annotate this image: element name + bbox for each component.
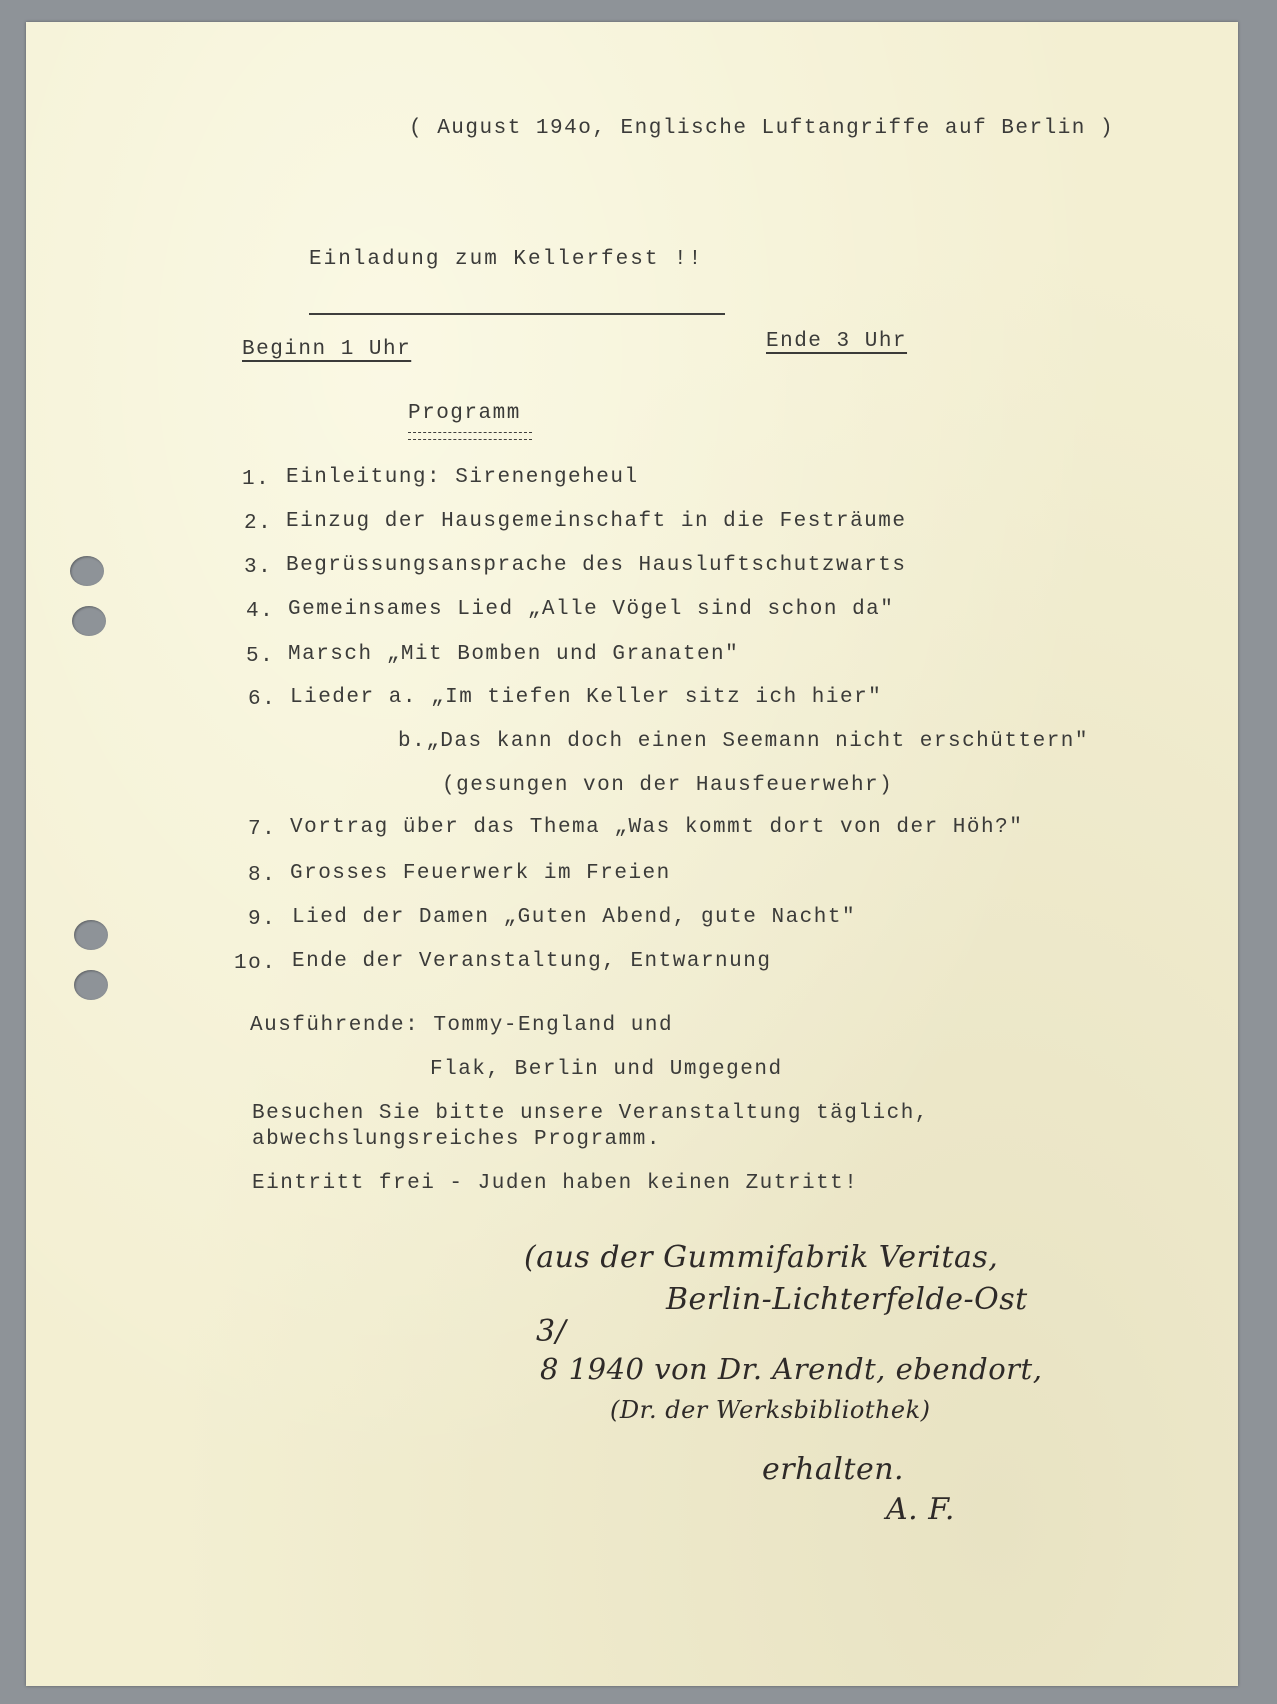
handwritten-line3-prefix: 3/ bbox=[536, 1314, 567, 1349]
list-item-text: b.„Das kann doch einen Seemann nicht erschüttern" bbox=[398, 730, 1090, 753]
title-underline bbox=[309, 313, 725, 315]
header-note: ( August 194o, Englische Luftangriffe auf Berlin ) bbox=[409, 117, 1115, 140]
list-item-text: Vortrag über das Thema „Was kommt dort von der Höh?" bbox=[290, 816, 1024, 839]
performers-label: Ausführende: Tommy-England und bbox=[250, 1014, 674, 1037]
list-item-number: 1o. bbox=[234, 952, 277, 975]
list-item-number: 6. bbox=[248, 688, 277, 711]
list-item-number: 2. bbox=[244, 512, 273, 535]
list-item-number: 9. bbox=[248, 908, 277, 931]
list-item-text: Begrüssungsansprache des Hausluftschutzwarts bbox=[286, 554, 907, 577]
handwritten-line2: Berlin-Lichterfelde-Ost bbox=[666, 1282, 1028, 1317]
list-item-text: Einleitung: Sirenengeheul bbox=[286, 466, 639, 489]
punch-hole bbox=[74, 920, 108, 950]
punch-hole bbox=[70, 556, 104, 586]
performers-line2: Flak, Berlin und Umgegend bbox=[430, 1058, 783, 1081]
list-item-text: Gemeinsames Lied „Alle Vögel sind schon da" bbox=[288, 598, 895, 621]
handwritten-initials: A. F. bbox=[886, 1492, 955, 1527]
list-item-text: Lied der Damen „Guten Abend, gute Nacht" bbox=[292, 906, 857, 929]
visit-line2: abwechslungsreiches Programm. bbox=[252, 1128, 661, 1151]
list-item-number: 4. bbox=[246, 600, 275, 623]
list-item-text: Grosses Feuerwerk im Freien bbox=[290, 862, 671, 885]
punch-hole bbox=[72, 606, 106, 636]
list-item-number: 8. bbox=[248, 864, 277, 887]
handwritten-line1: (aus der Gummifabrik Veritas, bbox=[524, 1240, 999, 1275]
list-item-number: 5. bbox=[246, 645, 275, 668]
list-item-text: Einzug der Hausgemeinschaft in die Festräume bbox=[286, 510, 907, 533]
punch-hole bbox=[74, 970, 108, 1000]
end-time: Ende 3 Uhr bbox=[766, 330, 908, 353]
list-item-text: Lieder a. „Im tiefen Keller sitz ich hier" bbox=[290, 686, 883, 709]
list-item-text: Ende der Veranstaltung, Entwarnung bbox=[292, 950, 772, 973]
entry-note: Eintritt frei - Juden haben keinen Zutritt! bbox=[252, 1172, 859, 1195]
document-page bbox=[26, 22, 1238, 1686]
list-item-text: Marsch „Mit Bomben und Granaten" bbox=[288, 643, 740, 666]
handwritten-line4: (Dr. der Werksbibliothek) bbox=[610, 1396, 931, 1424]
list-item-number: 3. bbox=[244, 556, 273, 579]
document-title: Einladung zum Kellerfest !! bbox=[309, 248, 704, 271]
list-item-number: 7. bbox=[248, 818, 277, 841]
program-heading-double-underline bbox=[408, 432, 532, 440]
handwritten-line5: erhalten. bbox=[762, 1452, 905, 1487]
handwritten-line3: 8 1940 von Dr. Arendt, ebendort, bbox=[540, 1352, 1043, 1386]
visit-line1: Besuchen Sie bitte unsere Veranstaltung täglich, bbox=[252, 1102, 929, 1125]
list-item-number: 1. bbox=[242, 468, 271, 491]
program-heading: Programm bbox=[408, 402, 521, 425]
begin-time: Beginn 1 Uhr bbox=[242, 338, 412, 361]
list-item-text: (gesungen von der Hausfeuerwehr) bbox=[442, 774, 894, 797]
